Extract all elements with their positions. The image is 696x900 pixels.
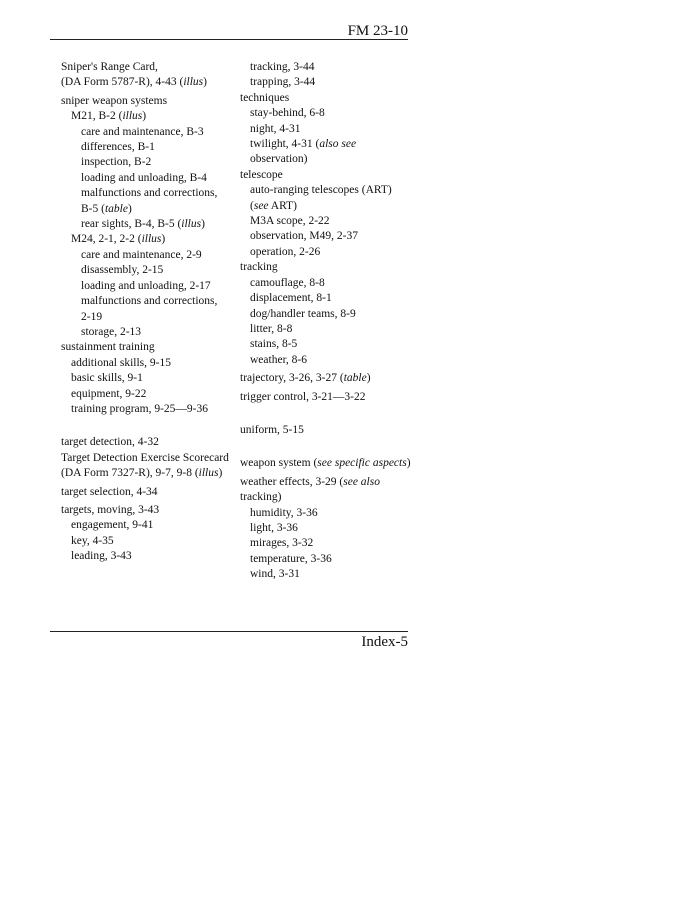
index-subentry: malfunctions and corrections, (81, 187, 218, 200)
index-entry: tracking) (240, 491, 282, 504)
index-subentry: care and maintenance, B-3 (81, 125, 204, 138)
index-subentry: disassembly, 2-15 (81, 264, 164, 277)
index-subentry: auto-ranging telescopes (ART) (250, 184, 392, 197)
index-subentry: loading and unloading, B-4 (81, 171, 207, 184)
index-subentry: 2-19 (81, 310, 103, 323)
index-subentry: basic skills, 9-1 (71, 372, 143, 385)
index-subentry: (see ART) (250, 199, 297, 212)
index-subentry: temperature, 3-36 (250, 552, 332, 565)
index-entry: techniques (240, 91, 290, 104)
index-entry: telescope (240, 168, 283, 181)
index-subentry: observation, M49, 2-37 (250, 230, 358, 243)
index-subentry: training program, 9-25—9-36 (71, 402, 209, 415)
index-entry: target detection, 4-32 (61, 436, 159, 449)
index-column-right (240, 60, 412, 583)
page-number: Index-5 (361, 634, 408, 650)
index-subentry: B-5 (table) (81, 202, 132, 215)
index-subentry: displacement, 8-1 (250, 292, 332, 305)
footer-rule (50, 631, 408, 632)
index-subentry: M3A scope, 2-22 (250, 215, 330, 228)
index-subentry: twilight, 4-31 (also see observation) (250, 138, 357, 166)
index-subentry: litter, 8-8 (250, 322, 293, 335)
index-subentry: trapping, 3-44 (250, 76, 316, 89)
index-entry: sustainment training (61, 341, 155, 354)
index-subentry: tracking, 3-44 (250, 61, 315, 73)
index-entry: Target Detection Exercise Scorecard (61, 451, 229, 464)
index-entry: Sniper's Range Card, (61, 61, 158, 73)
index-subentry: storage, 2-13 (81, 325, 142, 338)
index-entry: weapon system (see specific aspects) (240, 457, 411, 470)
index-subentry: care and maintenance, 2-9 (81, 248, 202, 261)
index-subentry: leading, 3-43 (71, 550, 132, 563)
index-subentry: malfunctions and corrections, (81, 295, 218, 308)
index-subentry: M21, B-2 (illus) (71, 110, 147, 123)
index-subentry: additional skills, 9-15 (71, 356, 171, 369)
index-subentry: stains, 8-5 (250, 338, 298, 351)
header-rule (50, 39, 408, 40)
index-entry: target selection, 4-34 (61, 485, 158, 498)
index-subentry: key, 4-35 (71, 534, 114, 547)
index-subentry: light, 3-36 (250, 521, 298, 534)
index-subentry: differences, B-1 (81, 141, 155, 154)
index-entry: (DA Form 7327-R), 9-7, 9-8 (illus) (61, 467, 223, 480)
index-subentry: camouflage, 8-8 (250, 276, 325, 289)
index-subentry: operation, 2-26 (250, 245, 321, 258)
index-subentry: loading and unloading, 2-17 (81, 279, 211, 292)
index-subentry: humidity, 3-36 (250, 506, 318, 519)
index-subentry: inspection, B-2 (81, 156, 152, 169)
index-entry: (DA Form 5787-R), 4-43 (illus) (61, 76, 207, 89)
index-entry: weather effects, 3-29 (see also (240, 475, 380, 488)
index-subentry: night, 4-31 (250, 122, 301, 135)
index-entry: sniper weapon systems (61, 94, 168, 107)
index-subentry: equipment, 9-22 (71, 387, 147, 400)
index-entry: trigger control, 3-21—3-22 (240, 390, 366, 403)
index-subentry: M24, 2-1, 2-2 (illus) (71, 233, 166, 246)
index-entry: trajectory, 3-26, 3-27 (table) (240, 372, 371, 385)
document-code: FM 23-10 (347, 23, 408, 39)
index-subentry: weather, 8-6 (250, 353, 308, 366)
index-subentry: wind, 3-31 (250, 568, 300, 581)
index-entry: tracking (240, 261, 278, 274)
index-subentry: mirages, 3-32 (250, 537, 314, 550)
index-column-left (61, 60, 233, 565)
index-subentry: engagement, 9-41 (71, 519, 154, 532)
index-entry: uniform, 5-15 (240, 423, 304, 436)
index-entry: targets, moving, 3-43 (61, 503, 160, 516)
index-subentry: stay-behind, 6-8 (250, 107, 325, 120)
index-subentry: rear sights, B-4, B-5 (illus) (81, 218, 205, 231)
index-subentry: dog/handler teams, 8-9 (250, 307, 356, 320)
